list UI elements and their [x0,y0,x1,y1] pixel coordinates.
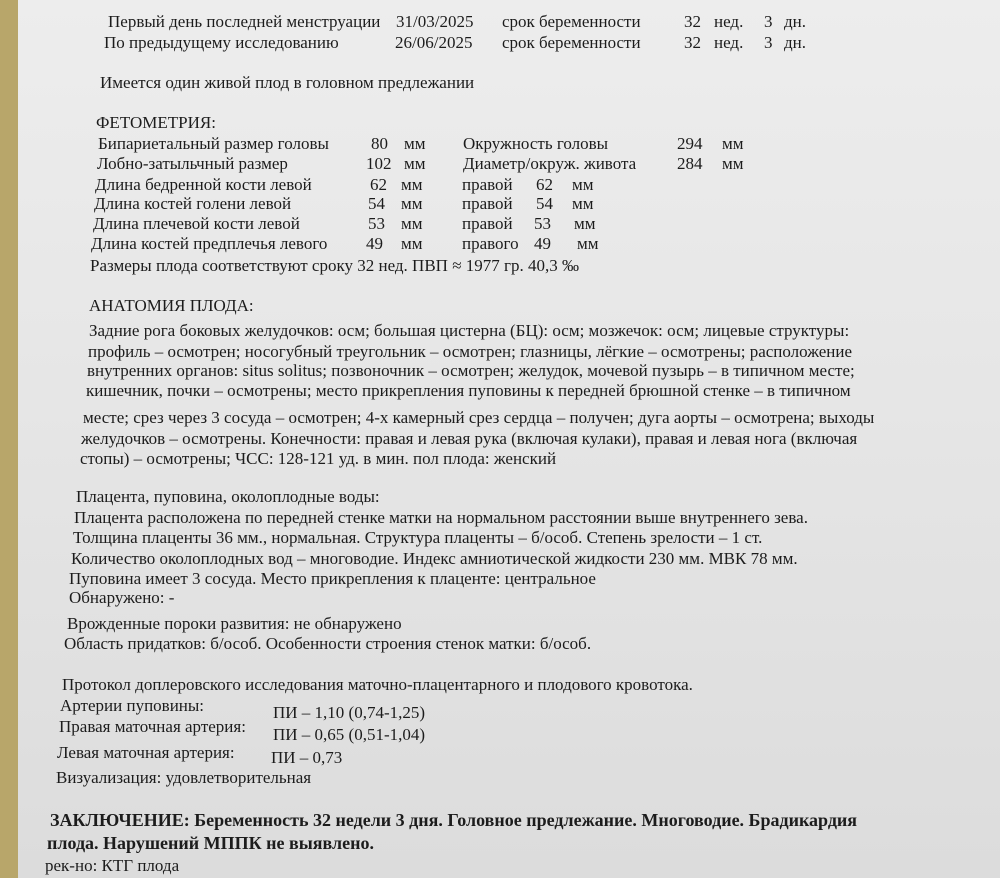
placenta-line: Толщина плаценты 36 мм., нормальная. Структура плаценты – б/особ. Степень зрелости – 1 ст. [73,528,763,547]
ga2-days: 3 [764,33,773,52]
anatomy-line: желудочков – осмотрены. Конечности: правая и левая рука (включая кулаки), правая и левая нога (включая [81,429,858,448]
humerus-right-unit: мм [574,214,596,233]
placenta-line: Количество околоплодных вод – многоводие. Индекс амниотической жидкости 230 мм. МВК 78 мм. [71,549,798,568]
ofd-label: Лобно-затыльчный размер [97,154,288,173]
tibia-right-label: правой [462,194,513,213]
fetometry-summary: Размеры плода соответствуют сроку 32 нед. ПВП ≈ 1977 гр. 40,3 ‰ [90,256,579,275]
umbilical-artery-label: Артерии пуповины: [60,696,205,715]
forearm-label: Длина костей предплечья левого [91,234,328,253]
tibia-left-value: 54 [368,194,385,213]
lmp-label: Первый день последней менструации [108,12,381,31]
conclusion-line: ЗАКЛЮЧЕНИЕ: Беременность 32 недели 3 дня. Головное предлежание. Многоводие. Брадикардия [50,810,858,830]
ac-unit: мм [722,154,744,173]
hc-label: Окружность головы [463,134,609,153]
ac-value: 284 [677,154,703,173]
humerus-right-value: 53 [534,214,551,233]
placenta-line: Обнаружено: - [69,588,175,607]
hc-unit: мм [722,134,744,153]
ga1-weeks-unit: нед. [714,12,744,31]
ga1-days: 3 [764,12,773,31]
placenta-line: Плацента расположена по передней стенке матки на нормальном расстоянии выше внутреннего зева. [74,508,808,527]
humerus-left-unit: мм [401,214,423,233]
humerus-left-value: 53 [368,214,385,233]
fetometry-title: ФЕТОМЕТРИЯ: [96,113,216,132]
femur-right-value: 62 [536,175,553,194]
left-uterine-artery-label: Левая маточная артерия: [57,743,235,762]
ga2-weeks: 32 [684,33,701,52]
prev-exam-label: По предыдущему исследованию [104,33,339,52]
humerus-label: Длина плечевой кости левой [93,214,300,233]
humerus-right-label: правой [462,214,513,233]
femur-right-unit: мм [572,175,594,194]
right-uterine-artery-value: ПИ – 0,65 (0,51-1,04) [273,725,426,744]
placenta-line: Пуповина имеет 3 сосуда. Место прикрепления к плаценте: центральное [69,569,596,588]
bpd-unit: мм [404,134,426,153]
umbilical-artery-value: ПИ – 1,10 (0,74-1,25) [273,703,426,722]
right-uterine-artery-label: Правая маточная артерия: [59,717,246,736]
anatomy-line: Задние рога боковых желудочков: осм; большая цистерна (БЦ): осм; мозжечок: осм; лицевые структуры: [89,321,850,340]
conclusion-line: плода. Нарушений МППК не выявлено. [47,833,374,853]
femur-right-label: правой [462,175,513,194]
bpd-label: Бипариетальный размер головы [98,134,329,153]
ga1-days-unit: дн. [784,12,806,31]
ga-label-1: срок беременности [502,12,641,31]
anatomy-line: кишечник, почки – осмотрены; место прикрепления пуповины к передней брюшной стенке – в типичном [86,381,851,400]
prev-exam-date: 26/06/2025 [395,33,473,52]
anatomy-line: месте; срез через 3 сосуда – осмотрен; 4-х камерный срез сердца – получен; дуга аорты – осмотрена; выходы [83,408,875,427]
ga2-weeks-unit: нед. [714,33,744,52]
fetus-presentation: Имеется один живой плод в головном предлежании [100,73,475,92]
tibia-right-unit: мм [572,194,594,213]
ga2-days-unit: дн. [784,33,806,52]
placenta-line: Плацента, пуповина, околоплодные воды: [76,487,380,506]
doppler-title: Протокол доплеровского исследования маточно-плацентарного и плодового кровотока. [62,675,693,694]
anatomy-title: АНАТОМИЯ ПЛОДА: [89,296,254,315]
femur-left-unit: мм [401,175,423,194]
forearm-right-label: правого [462,234,519,253]
tibia-right-value: 54 [536,194,553,213]
recommendation: рек-но: КТГ плода [45,856,180,875]
placenta-line: Область придатков: б/особ. Особенности строения стенок матки: б/особ. [64,634,592,653]
left-uterine-artery-value: ПИ – 0,73 [271,748,343,767]
ga-label-2: срок беременности [502,33,641,52]
tibia-label: Длина костей голени левой [94,194,292,213]
ofd-unit: мм [404,154,426,173]
forearm-right-value: 49 [534,234,551,253]
ac-label: Диаметр/окруж. живота [463,154,637,173]
visualization: Визуализация: удовлетворительная [56,768,312,787]
anatomy-line: внутренних органов: situs solitus; позвоночник – осмотрен; желудок, мочевой пузырь – в типичном месте; [87,361,855,380]
tibia-left-unit: мм [401,194,423,213]
bpd-value: 80 [371,134,388,153]
ofd-value: 102 [366,154,392,173]
forearm-left-unit: мм [401,234,423,253]
forearm-right-unit: мм [577,234,599,253]
femur-label: Длина бедренной кости левой [95,175,312,194]
anatomy-line: профиль – осмотрен; носогубный треугольник – осмотрен; глазницы, лёгкие – осмотрены; расположение [88,342,853,361]
hc-value: 294 [677,134,703,153]
femur-left-value: 62 [370,175,387,194]
ga1-weeks: 32 [684,12,701,31]
placenta-line: Врожденные пороки развития: не обнаружено [67,614,402,633]
forearm-left-value: 49 [366,234,383,253]
lmp-date: 31/03/2025 [396,12,474,31]
anatomy-line: стопы) – осмотрены; ЧСС: 128-121 уд. в мин. пол плода: женский [80,449,557,468]
